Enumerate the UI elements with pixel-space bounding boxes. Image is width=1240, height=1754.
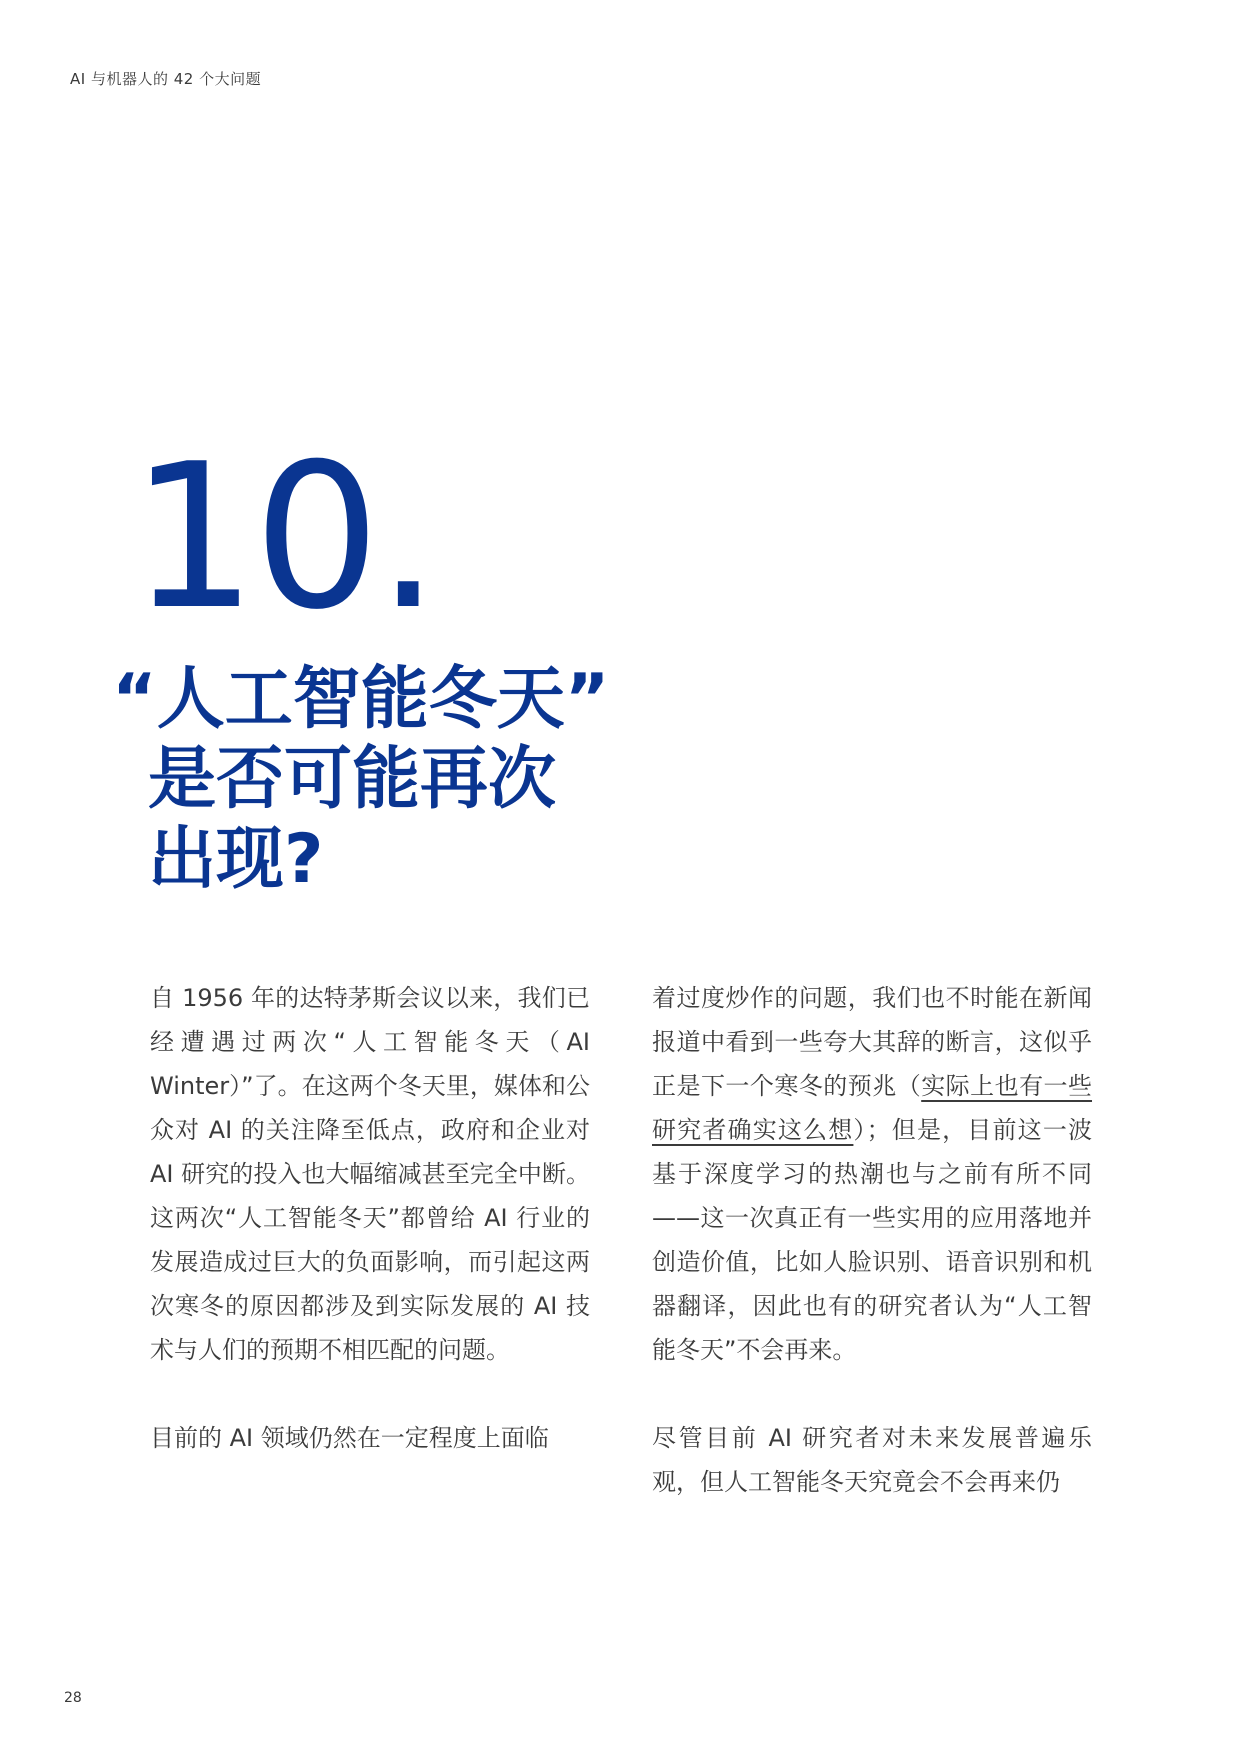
body-paragraph: 目前的 AI 领域仍然在一定程度上面临 xyxy=(150,1424,549,1452)
chapter-title xyxy=(112,660,632,900)
running-header: AI 与机器人的 42 个大问题 xyxy=(70,70,262,88)
chapter-number: 10. xyxy=(130,421,437,654)
chapter-title-line-1: “人工智能冬天” xyxy=(112,660,610,739)
chapter-title-line-2: 是否可能再次 xyxy=(148,740,557,819)
body-column-left xyxy=(150,976,590,1504)
body-paragraph: 自 1956 年的达特茅斯会议以来，我们已经遭遇过两次“人工智能冬天（AI Winter）”了。在这两个冬天里，媒体和公众对 AI 的关注降至低点，政府和企业对 AI 研究的投入也大幅缩减甚至完全中断。这两次“人工智能冬天”都曾给 AI 行业的发展造成过巨大的负面影响，而引起这两次寒冬的原因都涉及到实际发展的 AI 技术与人们的预期不相匹配的问题。 xyxy=(150,984,590,1364)
body-column-right xyxy=(652,976,1092,1548)
body-paragraph: 尽管目前 AI 研究者对未来发展普遍乐观，但人工智能冬天究竟会不会再来仍 xyxy=(652,1424,1092,1496)
page-number: 28 xyxy=(64,1690,82,1706)
body-text-segment: ）；但是，目前这一波基于深度学习的热潮也与之前有所不同——这一次真正有一些实用的应用落地并创造价值，比如人脸识别、语音识别和机器翻译，因此也有的研究者认为“人工智能冬天”不会再来。 xyxy=(652,1116,1093,1364)
body-text-segment: 着过度炒作的问题，我们也不时能在新闻报道中看到一些夸大其辞的断言，这似乎正是下一个寒冬的预兆（ xyxy=(652,984,1092,1100)
chapter-title-line-3: 出现? xyxy=(148,820,324,899)
body-paragraph xyxy=(652,976,1092,1372)
underlined-note: 实际上也有一些研究者确实这么想 xyxy=(652,1072,1093,1144)
